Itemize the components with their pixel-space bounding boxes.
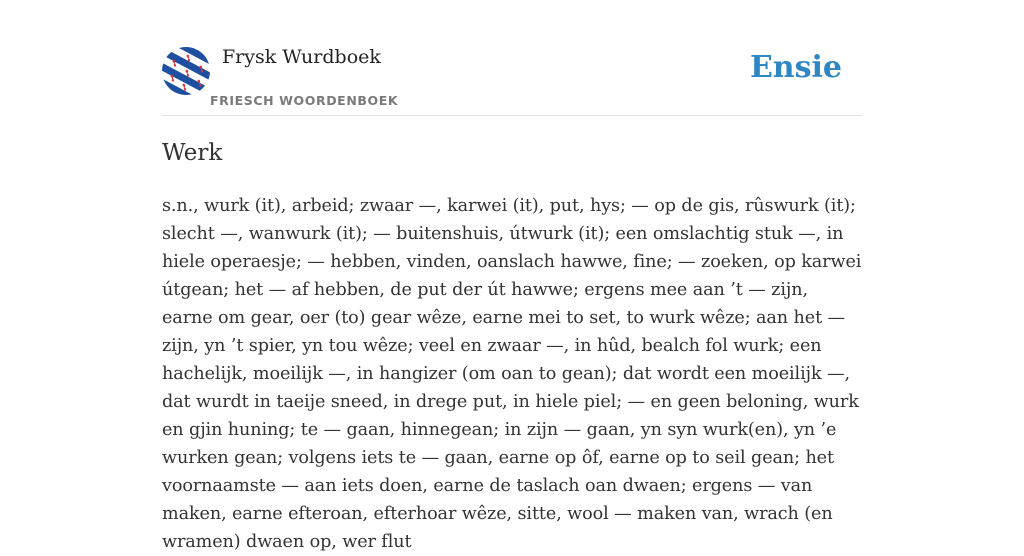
page [162, 0, 862, 552]
header-divider [162, 115, 862, 116]
brand-logo-link[interactable]: Ensie [749, 50, 842, 85]
entry-headword: Werk [162, 140, 223, 166]
frisian-flag-icon[interactable] [162, 47, 210, 95]
entry-definition: s.n., wurk (it), arbeid; zwaar —, karwei (it), put, hys; — op de gis, rûswurk (it); slecht —, wanwurk (it); — buitenshuis, útwurk (it); een omslachtig stuk —, in hiele operaesje; — hebben, vinden, oanslach hawwe, fine; — zoeken, op karwei útgean; het — af hebben, de put der út hawwe; ergens mee aan ’t — zijn, earne om gear, oer (to) gear wêze, earne mei to set, to wurk wêze; aan het — zijn, yn ’t spier, yn tou wêze; veel en zwaar —, in hûd, bealch fol wurk; een hachelijk, moeilijk —, in hangizer (om oan to gean); dat wordt een moeilijk —, dat wurdt in taeije sneed, in drege put, in hiele piel; — en geen beloning, wurk en gjin huning; te — gaan, hinnegean; in zijn — gaan, yn syn wurk(en), yn ’e wurken gean; volgens iets te — gaan, earne op ôf, earne op to seil gean; het voornaamste — aan iets doen, earne de taslach oan dwaen; ergens — van maken, earne efteroan, efterhoar wêze, sitte, wool — maken van, wrach (en wramen) dwaen op, wer flut [162, 196, 862, 552]
dictionary-name[interactable]: Frysk Wurdboek [222, 46, 381, 68]
dictionary-subtitle: FRIESCH WOORDENBOEK [210, 93, 399, 108]
